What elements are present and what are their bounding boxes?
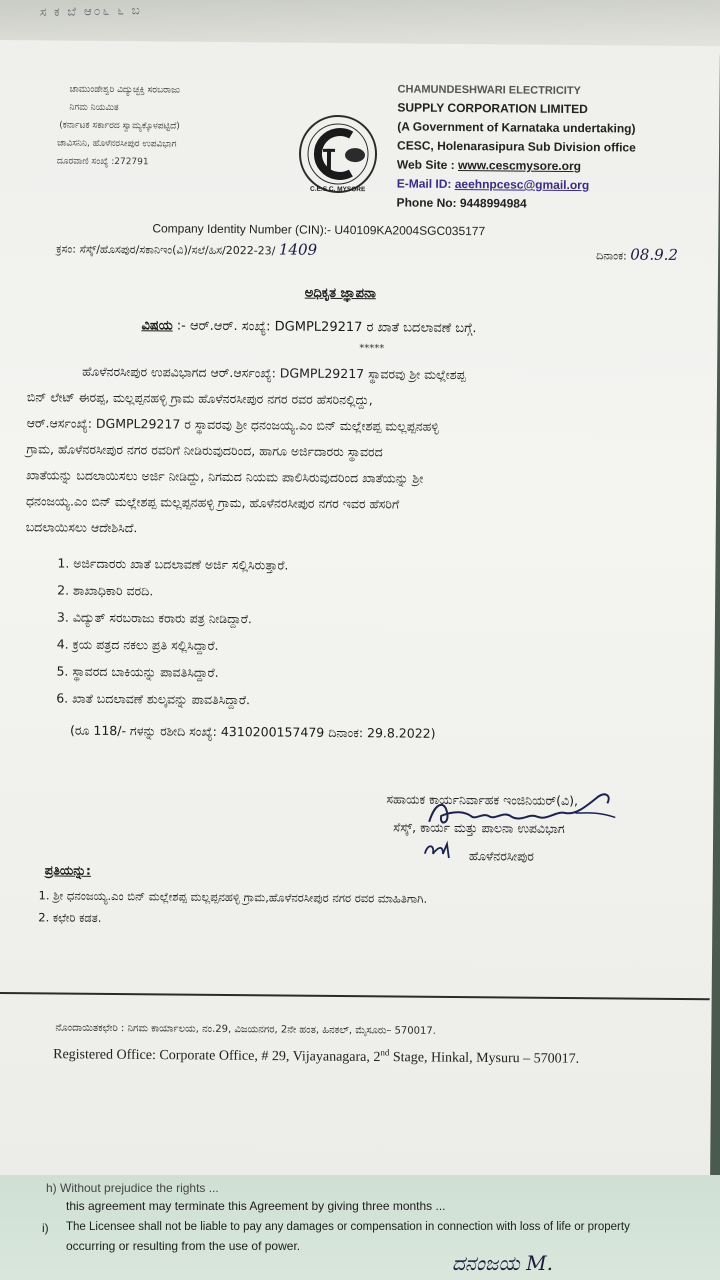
header-en-phone: Phone No: 9448994984 [396,195,527,211]
memo-sheet [0,40,720,1196]
logo-text: C.E.S.C. MYSORE [310,185,366,194]
header-en-line3: (A Government of Karnataka undertaking) [397,119,636,136]
footer-en [53,1045,579,1068]
lower-clause-i-cont: occurring or resulting from the use of power. [66,1239,301,1253]
footer-rule [0,992,710,1000]
stars-divider: ***** [359,343,385,355]
top-scribble: ಸ ಕ ಬೆ ಆ೦೬ ೬ ಬ [40,3,142,20]
header-en-line2: SUPPLY CORPORATION LIMITED [397,100,588,117]
background-paper-lower [0,1175,720,1280]
list-item: 1. ಅರ್ಜಿದಾರರು ಖಾತೆ ಬದಲಾವಣೆ ಅರ್ಜಿ ಸಲ್ಲಿಸಿರುತ್ತಾರೆ. [57,555,289,573]
subject-line [141,318,476,336]
header-en-email [397,176,590,192]
paragraph-line: ಖಾತೆಯನ್ನು ಬದಲಾಯಿಸಲು ಅರ್ಜಿ ನೀಡಿದ್ದು, ನಿಗಮದ ನಿಯಮ ಪಾಲಿಸಿರುವುದರಿಂದ ಖಾತೆಯನ್ನು ಶ್ರೀ [26,467,424,486]
footer-kn: ನೊಂದಾಯಿತಕಛೇರಿ : ನಿಗಮ ಕಾರ್ಯಾಲಯ, ನಂ.29, ವಿಜಯನಗರ, 2ನೇ ಹಂತ, ಹಿನಕಲ್, ಮೈಸೂರು– 570017. [55,1022,436,1037]
footer-en-part1: Registered Office: Corporate Office, # 29, Vijayanagara, 2 [53,1047,381,1066]
paragraph-line: ಬಿನ್ ಲೇಟ್ ಈರಪ್ಪ, ಮಲ್ಲಪ್ಪನಹಳ್ಳಿ ಗ್ರಾಮ ಹೊಳೆನರಸೀಪುರ ನಗರ ರವರ ಹೆಸರಿನಲ್ಲಿದ್ದು, [26,389,373,408]
copy-item: 2. ಕಛೇರಿ ಕಡತ. [38,910,102,925]
header-kn-line3: (ಕರ್ನಾಟಕ ಸರ್ಕಾರದ ಸ್ವಾಮ್ಯಕ್ಕೊಳಪಟ್ಟಿದೆ) [59,120,180,132]
cin-number: Company Identity Number (CIN):- U40109KA2004SGC035177 [152,221,486,239]
header-en-line4: CESC, Holenarasipura Sub Division office [397,138,636,155]
paragraph-line: ಬದಲಾಯಿಸಲು ಆದೇಶಿಸಿದೆ. [25,519,138,536]
ref-handwritten: 1409 [278,240,318,259]
lower-clause-i: The Licensee shall not be liable to pay any damages or compensation in connection with loss of life or property [66,1221,630,1233]
footer-en-part2: Stage, Hinkal, Mysuru – 570017. [389,1050,580,1067]
header-kn-line2: ನಿಗಮ ನಿಯಮಿತ [69,102,119,114]
subject-text: :- ಆರ್.ಆರ್. ಸಂಖ್ಯೆ: DGMPL29217 ರ ಖಾತೆ ಬದಲಾವಣೆ ಬಗ್ಗೆ. [176,318,477,337]
website-link[interactable]: www.cescmysore.org [458,158,582,174]
date-handwritten: 08.9.2 [630,245,679,264]
cesc-logo [297,113,380,196]
list-item: 5. ಸ್ಥಾವರದ ಬಾಕಿಯನ್ನು ಪಾವತಿಸಿದ್ದಾರೆ. [56,663,219,680]
signatory-designation: ಸಹಾಯಕ ಕಾರ್ಯನಿರ್ವಾಹಕ ಇಂಜಿನಿಯರ್(ವಿ), [386,791,579,809]
lower-clause-i-label: i) [42,1221,49,1235]
list-item: 4. ಕ್ರಯ ಪತ್ರದ ನಕಲು ಪ್ರತಿ ಸಲ್ಲಿಸಿದ್ದಾರೆ. [56,636,219,653]
list-item: 2. ಶಾಖಾಧಿಕಾರಿ ವರದಿ. [57,582,154,599]
header-kn-line4: ಚಾವಿಸನಿನಿ, ಹೊಳೆನರಸೀಪುರ ಉಪವಿಭಾಗ [57,138,177,150]
lower-clause-h-cont: this agreement may terminate this Agreement by giving three months ... [66,1199,446,1213]
signatory-place: ಹೊಳೆನರಸೀಪುರ [468,848,534,864]
copy-item: 1. ಶ್ರೀ ಧನಂಜಯ್ಯ.ಎಂ ಬಿನ್ ಮಲ್ಲೇಶಪ್ಪ ಮಲ್ಲಪ್ಪನಹಳ್ಳಿ ಗ್ರಾಮ,ಹೊಳೆನರಸೀಪುರ ನಗರ ರವರ ಮಾಹಿತಿಗಾಗಿ. [38,888,428,906]
body-paragraph [26,358,708,546]
email-link[interactable]: aeehnpcesc@gmail.org [454,176,590,193]
list-item: 3. ವಿದ್ಯುತ್ ಸರಬರಾಜು ಕರಾರು ಪತ್ರ ನೀಡಿದ್ದಾರೆ. [56,609,252,627]
header-kn-line1: ಚಾಮುಂಡೇಶ್ವರಿ ವಿದ್ಯುಚ್ಛಕ್ತಿ ಸರಬರಾಜು [69,84,181,96]
initials-mark [421,840,461,862]
receipt-line: (ರೂ 118/- ಗಳನ್ನು ರಶೀದಿ ಸಂಖ್ಯೆ: 4310200157479 ದಿನಾಂಕ: 29.8.2022) [69,722,436,741]
subject-label: ವಿಷಯ [141,318,173,334]
memo-title: ಅಧಿಕೃತ ಜ್ಞಾಪನಾ [304,285,376,302]
footer-en-sup: nd [380,1047,390,1058]
copy-to-label: ಪ್ರತಿಯನ್ನು: [44,862,92,878]
paragraph-line: ಹೊಳೆನರಸೀಪುರ ಉಪವಿಭಾಗದ ಆರ್.ಆರ್ಸಂಖ್ಯೆ: DGMPL29217 ಸ್ಥಾವರವು ಶ್ರೀ ಮಲ್ಲೇಶಪ್ಪ [82,363,466,383]
paragraph-line: ಗ್ರಾಮ, ಹೊಳೆನರಸೀಪುರ ನಗರ ರವರಿಗೆ ನೀಡಿರುವುದರಿಂದ, ಹಾಗೂ ಅರ್ಜಿದಾರರು ಸ್ಥಾವರದ [26,441,383,460]
website-label: Web Site : [396,157,455,172]
header-kn-line5: ದೂರವಾಣಿ ಸಂಖ್ಯೆ :272791 [56,156,149,168]
ref-line [56,238,317,258]
lower-clause-h: h) Without prejudice the rights ... [46,1181,219,1195]
header-en-line1: CHAMUNDESHWARI ELECTRICITY [397,83,581,98]
paragraph-line: ಧನಂಜಯ್ಯ.ಎಂ ಬಿನ್ ಮಲ್ಲೇಶಪ್ಪ ಮಲ್ಲಪ್ಪನಹಳ್ಳಿ ಗ್ರಾಮ, ಹೊಳೆನರಸೀಪುರ ನಗರ ಇವರ ಹೆಸರಿಗೆ [25,493,400,512]
list-item: 6. ಖಾತೆ ಬದಲಾವಣೆ ಶುಲ್ಕವನ್ನು ಪಾವತಿಸಿದ್ದಾರೆ. [56,690,251,708]
lower-signature: ದನಂಜಯ M. [452,1251,553,1275]
date-label: ದಿನಾಂಕ: [596,249,627,263]
signatory-office: ಸೆಸ್ಕ್, ಕಾರ್ಯ ಮತ್ತು ಪಾಲನಾ ಉಪವಿಭಾಗ [393,819,565,836]
paragraph-line: ಆರ್.ಆರ್ಸಂಖ್ಯೆ: DGMPL29217 ರ ಸ್ಥಾವರವು ಶ್ರೀ ಧನಂಜಯ್ಯ.ಎಂ ಬಿನ್ ಮಲ್ಲೇಶಪ್ಪ ಮಲ್ಲಪ್ಪನಹಳ್ಳಿ [26,415,440,434]
header-en-website [397,157,581,173]
ref-number: ಕ್ರಸಂ: ಸೆಸ್ಕ್/ಹೊಸಪುರ/ಸಕಾನಿಇಂ(ವಿ)/ಸಲೆ/ಹಿಸ/2022-23/ [56,242,276,258]
email-label: E-Mail ID: [396,176,452,191]
date-line [596,245,678,264]
